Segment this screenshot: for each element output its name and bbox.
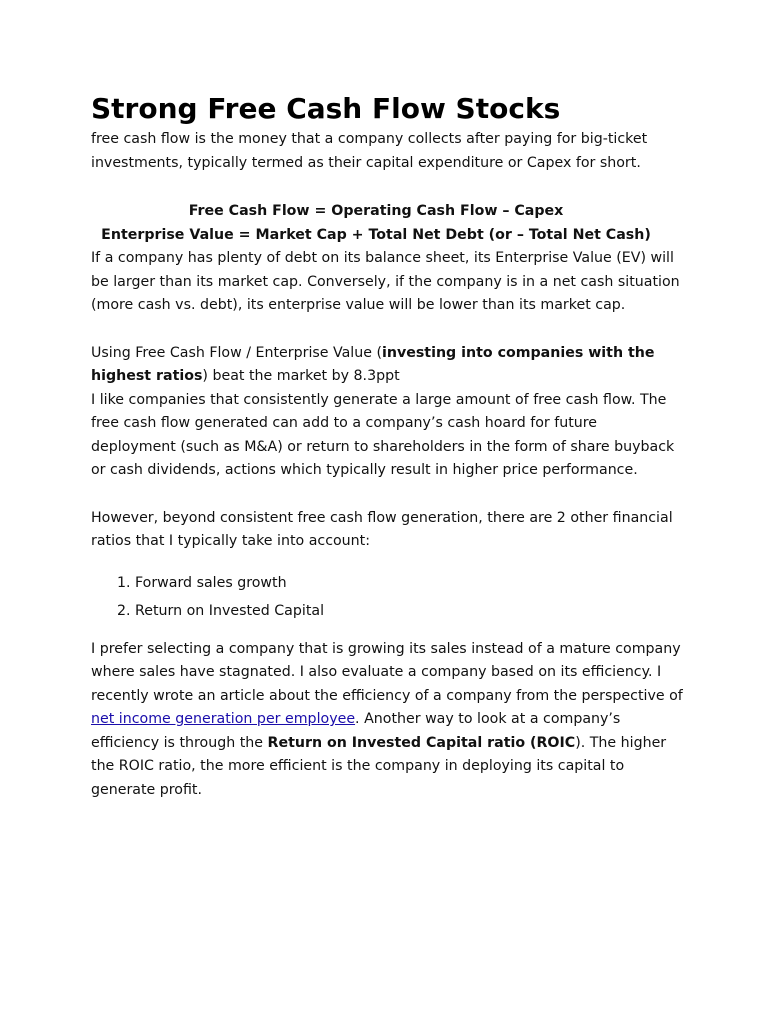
roic-bold-text: Return on Invested Capital ratio (ROIC — [267, 734, 576, 751]
prefer-text-part3: ). The higher the ROIC ratio, the more efficient is the company in deploying its capital to generate profit. — [91, 734, 667, 798]
companies-paragraph: I like companies that consistently generate a large amount of free cash flow. The free cash flow generated can add to a company’s cash hoard for future deployment (such as M&A) or return to shareholders in the form of share buyback or cash dividends, actions which typically result in higher price performance. — [91, 391, 675, 478]
prefer-text-part2: . Another way to look at a company’s efficiency is through the — [91, 711, 621, 751]
ratio-paragraph — [91, 342, 683, 389]
document-page — [91, 92, 683, 802]
however-paragraph: However, beyond consistent free cash flow generation, there are 2 other financial ratios that I typically take into account: — [91, 509, 673, 549]
formula-block — [91, 199, 661, 247]
employee-article-link[interactable]: net income generation per employee — [91, 711, 356, 727]
page-title: Strong Free Cash Flow Stocks — [91, 92, 561, 125]
prefer-text-part1: I prefer selecting a company that is growing its sales instead of a mature company where sales have stagnated. I also evaluate a company based on its efficiency. I recently wrote an article about the efficiency of a company from the perspective of — [91, 640, 683, 704]
ev-formula: Enterprise Value = Market Cap + Total Net Debt (or – Total Net Cash) — [101, 227, 651, 243]
ratio-text-after: ) beat the market by 8.3ppt — [202, 368, 400, 384]
prefer-paragraph — [91, 638, 683, 803]
ratios-list — [91, 572, 683, 624]
ratio-text-before: Using Free Cash Flow / Enterprise Value ( — [91, 344, 383, 361]
intro-paragraph: free cash flow is the money that a company collects after paying for big-ticket investments, typically termed as their capital expenditure or Capex for short. — [91, 131, 648, 171]
ratio-text-bold: investing into companies with the highest ratios — [91, 344, 655, 384]
ev-paragraph: If a company has plenty of debt on its balance sheet, its Enterprise Value (EV) will be larger than its market cap. Conversely, if the company is in a net cash situation (more cash vs. debt), its enterprise value will be lower than its market cap. — [91, 250, 680, 313]
list-item: 1. Forward sales growth — [135, 572, 683, 596]
list-item: 2. Return on Invested Capital — [135, 600, 683, 624]
fcf-formula: Free Cash Flow = Operating Cash Flow – Capex — [188, 203, 564, 219]
